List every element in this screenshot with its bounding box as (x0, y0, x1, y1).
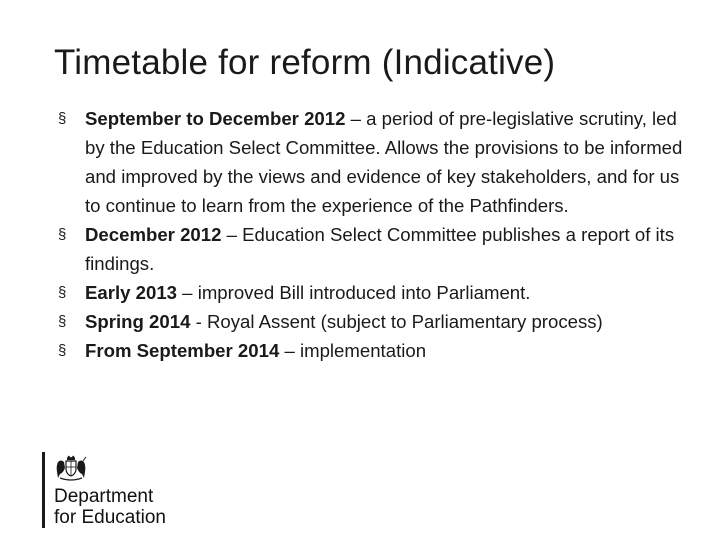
bullet-text: - Royal Assent (subject to Parliamentary process) (190, 311, 603, 332)
logo-text-department: Department (54, 486, 154, 507)
bullet-item (56, 220, 686, 278)
department-for-education-logo (42, 452, 182, 530)
royal-crest-icon (54, 454, 88, 482)
bullet-marker-icon (58, 220, 70, 249)
bullet-item (56, 336, 686, 365)
bullet-item (56, 307, 686, 336)
bullet-date: December 2012 (85, 224, 222, 245)
bullet-item (56, 278, 686, 307)
bullet-marker-icon (58, 336, 70, 365)
bullet-date: From September 2014 (85, 340, 280, 361)
bullet-marker-icon (58, 104, 70, 133)
bullet-text: – improved Bill introduced into Parliament. (177, 282, 531, 303)
bullet-date: Spring 2014 (85, 311, 191, 332)
bullet-date: September to December 2012 (85, 108, 346, 129)
bullet-marker-icon (58, 307, 70, 336)
bullet-text: – implementation (279, 340, 427, 361)
bullet-text: – Education Select Committee publishes a report of its findings. (85, 224, 675, 274)
bullet-date: Early 2013 (85, 282, 178, 303)
slide-title: Timetable for reform (Indicative) (54, 43, 556, 82)
logo-divider (42, 452, 45, 528)
bullet-text: – a period of pre-legislative scrutiny, led by the Education Select Committee. Allows the provisions to be informed and improved by the views and evidence of key stakeholders, and for us to continue to learn from the experience of the Pathfinders. (85, 108, 683, 216)
logo-text-for-education: for Education (54, 507, 166, 528)
bullet-marker-icon (58, 278, 70, 307)
bullet-item (56, 104, 686, 220)
bullet-list (56, 104, 686, 365)
